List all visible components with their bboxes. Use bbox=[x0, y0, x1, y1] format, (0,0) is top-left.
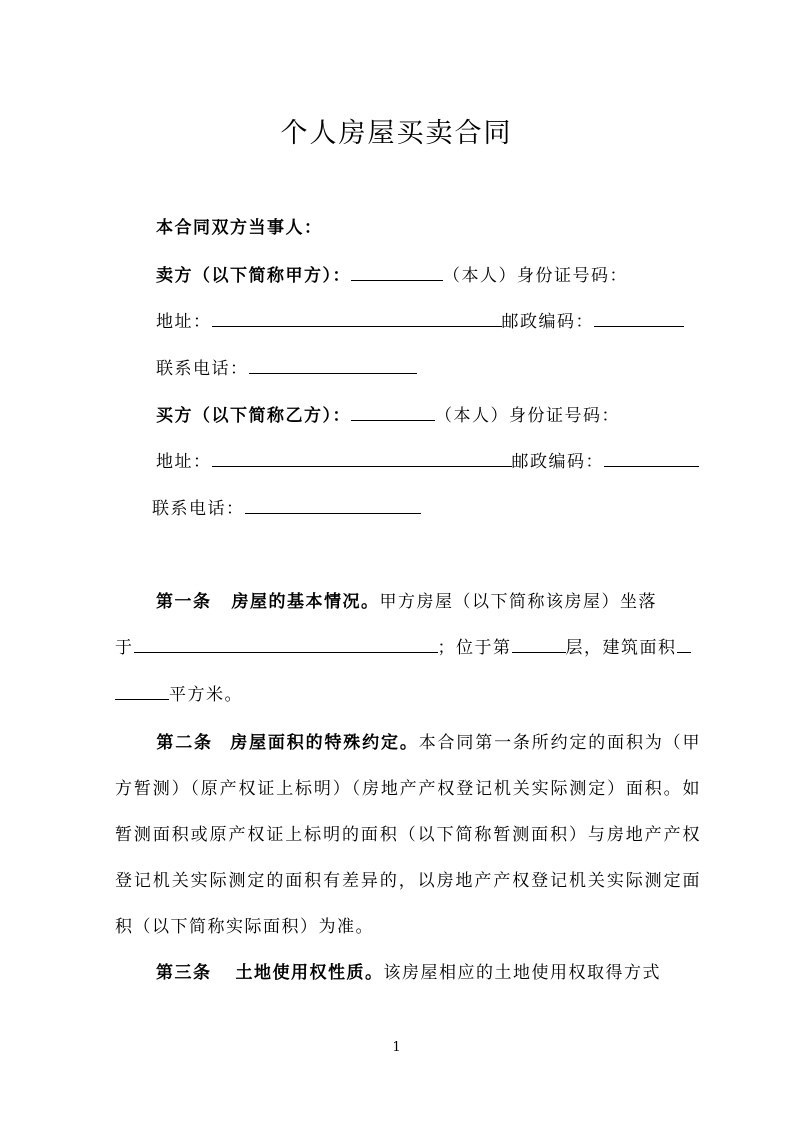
seller-id-label: （本人）身份证号码： bbox=[443, 266, 628, 286]
seller-phone-row bbox=[156, 358, 417, 380]
article-2-text: 本合同第一条所约定的面积为（甲方暂测）（原产权证上标明）（房地产产权登记机关实际测定）面积。如暂测面积或原产权证上标明的面积（以下简称暂测面积）与房地产产权登记机关实际测定的面积有差异的，以房地产产权登记机关实际测定面积（以下简称实际面积）为准。 bbox=[115, 733, 702, 937]
buyer-label: 买方（以下简称乙方）： bbox=[156, 406, 351, 426]
seller-name-blank[interactable] bbox=[351, 265, 443, 281]
seller-postcode-blank[interactable] bbox=[594, 311, 684, 327]
article-3-line-1 bbox=[156, 962, 661, 984]
article-3-text: 该房屋相应的土地使用权取得方式 bbox=[383, 963, 661, 983]
buyer-postcode-label: 邮政编码： bbox=[511, 452, 604, 472]
page-number: 1 bbox=[392, 1040, 401, 1055]
parties-heading: 本合同双方当事人： bbox=[156, 218, 323, 238]
buyer-row bbox=[156, 405, 620, 427]
article-2-number: 第二条 bbox=[156, 733, 213, 753]
article-1-text: 甲方房屋（以下简称该房屋）坐落 bbox=[379, 592, 657, 612]
buyer-address-label: 地址： bbox=[156, 452, 212, 472]
article-1-prefix: 于 bbox=[115, 638, 134, 658]
article-2-heading: 房屋面积的特殊约定。 bbox=[229, 733, 419, 753]
document-title: 个人房屋买卖合同 bbox=[280, 118, 513, 149]
buyer-phone-label: 联系电话： bbox=[152, 499, 245, 519]
article-3-number: 第三条 bbox=[156, 963, 212, 983]
area-blank[interactable] bbox=[115, 684, 169, 700]
article-1-suffix: 平方米。 bbox=[169, 685, 243, 705]
buyer-name-blank[interactable] bbox=[351, 405, 435, 421]
article-1-floor-label: ；位于第 bbox=[437, 638, 512, 658]
article-1-heading: 房屋的基本情况。 bbox=[231, 592, 380, 612]
article-1-line-2 bbox=[115, 637, 691, 659]
seller-row bbox=[156, 265, 628, 287]
area-blank-start[interactable] bbox=[677, 637, 691, 653]
seller-address-label: 地址： bbox=[156, 312, 212, 332]
seller-phone-blank[interactable] bbox=[249, 358, 417, 374]
article-1-number: 第一条 bbox=[156, 592, 212, 612]
article-1-area-label: 层，建筑面积 bbox=[565, 638, 677, 658]
seller-phone-label: 联系电话： bbox=[156, 359, 249, 379]
buyer-phone-row bbox=[152, 498, 421, 520]
buyer-address-row bbox=[156, 451, 699, 473]
buyer-postcode-blank[interactable] bbox=[604, 451, 699, 467]
buyer-id-label: （本人）身份证号码： bbox=[435, 406, 620, 426]
article-2 bbox=[115, 720, 701, 950]
location-blank[interactable] bbox=[134, 637, 438, 653]
article-1-line-1 bbox=[156, 591, 657, 613]
floor-blank[interactable] bbox=[512, 637, 566, 653]
article-1-line-3 bbox=[115, 684, 243, 706]
article-3-heading: 土地使用权性质。 bbox=[235, 963, 384, 983]
buyer-phone-blank[interactable] bbox=[245, 498, 421, 514]
seller-postcode-label: 邮政编码： bbox=[501, 312, 594, 332]
seller-address-blank[interactable] bbox=[212, 311, 502, 327]
seller-address-row bbox=[156, 311, 684, 333]
seller-label: 卖方（以下简称甲方）： bbox=[156, 266, 351, 286]
buyer-address-blank[interactable] bbox=[212, 451, 512, 467]
